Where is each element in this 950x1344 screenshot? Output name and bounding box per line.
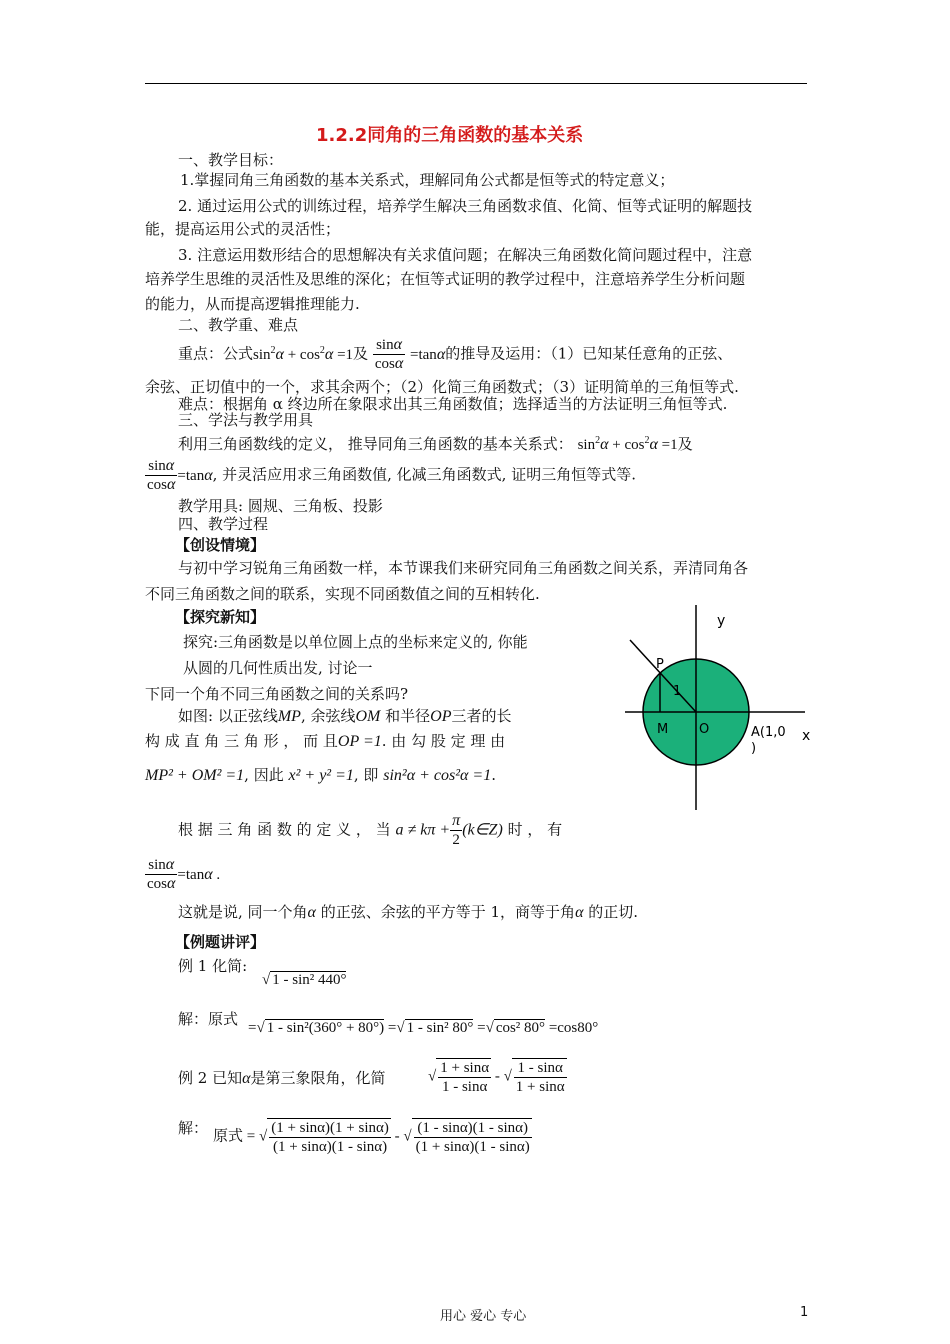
paragraph: 根 据 三 角 函 数 的 定 义 ， 当 a ≠ kπ + $\frac{\pi}{2}$ (k∈Z) 时 ， 有 <box>178 812 563 848</box>
subsection-heading: 【创设情境】 <box>175 536 266 554</box>
paragraph: MP² + OM² =1, 因此 x² + y² =1, 即 sin²α + cos²α =1. <box>145 766 496 784</box>
text: 及 <box>353 344 369 363</box>
point-a-label-cont: ) <box>751 741 757 756</box>
fraction: $\frac{\sin\alpha}{\cos\alpha}$ <box>374 336 404 372</box>
paragraph: 利用三角函数线的定义， 推导同角三角函数的基本关系式： $\sin^2\alpha + \cos^2\alpha =1$及 <box>178 435 693 453</box>
header-rule <box>145 83 807 84</box>
formula: $\sin^2\alpha + \cos^2\alpha =1$ <box>253 344 354 363</box>
paragraph: 如图: 以正弦线MP, 余弦线OM 和半径OP三者的长 <box>178 707 512 725</box>
paragraph: 教学用具: 圆规、三角板、投影 <box>178 497 383 515</box>
unit-circle-figure <box>620 600 820 820</box>
fraction: $\frac{\sin\alpha}{\cos\alpha}$ <box>147 457 176 493</box>
paragraph: 与初中学习锐角三角函数一样，本节课我们来研究同角三角函数之间关系，弄清同角各 <box>178 559 749 577</box>
origin-label: O <box>699 722 710 737</box>
formula: √ $\frac{1 + \sin\alpha}{1 - \sin\alpha}$ - √ $\frac{1 - \sin\alpha}{1 + \sin\alpha}$ <box>428 1060 565 1095</box>
paragraph: 下同一个角不同三角函数之间的关系吗? <box>145 685 409 703</box>
solution-2: 解： <box>178 1119 209 1137</box>
subsection-heading: 【例题讲评】 <box>175 933 266 951</box>
paragraph: 不同三角函数之间的联系，实现不同函数值之间的互相转化. <box>145 585 540 603</box>
paragraph: 构 成 直 角 三 角 形 ， 而 且OP =1. 由 勾 股 定 理 由 <box>145 732 506 750</box>
page-title: 1.2.2同角的三角函数的基本关系 <box>316 125 584 146</box>
point-p-label: P <box>656 657 664 672</box>
paragraph: $\frac{\sin\alpha}{\cos\alpha}$ =tanα, 并灵活应用求三角函数值, 化减三角函数式, 证明三角恒等式等. <box>147 457 636 493</box>
point-a-label: A(1,0 <box>751 725 786 740</box>
paragraph: 余弦、正切值中的一个，求其余两个；（2）化简三角函数式；（3）证明简单的三角恒等式. <box>145 378 739 396</box>
formula: 原式 = √ $\frac{(1 + \sin\alpha)(1 + \sin\alpha)}{(1 + \sin\alpha)(1 - \sin\alpha)}$ - √ $\frac{(1 - \sin\alpha)(1 - \sin\alpha)}{(1 + \sin\alpha)(1 - \sin\alpha)}$ <box>213 1120 530 1155</box>
formula: =tanα <box>410 345 446 363</box>
paragraph: 难点：根据角 α 终边所在象限求出其三角函数值；选择适当的方法证明三角恒等式. <box>178 395 728 413</box>
section-heading: 四、教学过程 <box>178 515 269 533</box>
subsection-heading: 【探究新知】 <box>175 608 266 626</box>
page-number: 1 <box>800 1305 809 1320</box>
key-points-line <box>178 336 732 373</box>
formula: √ 1 - sin² 440° <box>262 972 347 988</box>
paragraph: 培养学生思维的灵活性及思维的深化；在恒等式证明的教学过程中，注意培养学生分析问题 <box>145 270 746 288</box>
y-label: y <box>717 613 726 629</box>
paragraph: 的能力，从而提高逻辑推理能力. <box>145 295 360 313</box>
paragraph: 能，提高运用公式的灵活性； <box>145 220 341 238</box>
point-m-label: M <box>657 722 669 737</box>
radius-label: 1 <box>673 684 682 699</box>
footer-text: 用心 爱心 专心 <box>440 1309 527 1324</box>
paragraph: $\frac{\sin\alpha}{\cos\alpha}$ =tanα . <box>147 856 221 892</box>
section-heading: 三、学法与教学用具 <box>178 411 314 429</box>
paragraph: 2. 通过运用公式的训练过程，培养学生解决三角函数求值、化简、恒等式证明的解题技 <box>178 197 753 215</box>
example-1: 例 1 化简: <box>178 957 248 975</box>
example-2: 例 2 已知α是第三象限角，化简 <box>178 1069 386 1087</box>
paragraph: 探究:三角函数是以单位圆上点的坐标来定义的, 你能 <box>183 633 528 651</box>
paragraph: 从圆的几何性质出发, 讨论一 <box>183 659 373 677</box>
text: 重点：公式 <box>178 344 254 363</box>
section-heading: 一、教学目标： <box>178 151 284 169</box>
paragraph: 3. 注意运用数形结合的思想解决有关求值问题；在解决三角函数化简问题过程中，注意 <box>178 246 753 264</box>
x-label: x <box>802 728 811 744</box>
paragraph: 这就是说, 同一个角α 的正弦、余弦的平方等于 1，商等于角α 的正切. <box>178 903 639 921</box>
paragraph: 1.掌握同角三角函数的基本关系式，理解同角公式都是恒等式的特定意义； <box>180 171 675 189</box>
solution-1: 解：原式 <box>178 1010 239 1028</box>
section-heading: 二、教学重、难点 <box>178 316 299 334</box>
text: 的推导及运用：（1）已知某任意角的正弦、 <box>445 344 733 363</box>
formula: =√ 1 - sin²(360° + 80°) =√ 1 - sin² 80° =√ cos² 80° =cos80° <box>248 1020 599 1036</box>
